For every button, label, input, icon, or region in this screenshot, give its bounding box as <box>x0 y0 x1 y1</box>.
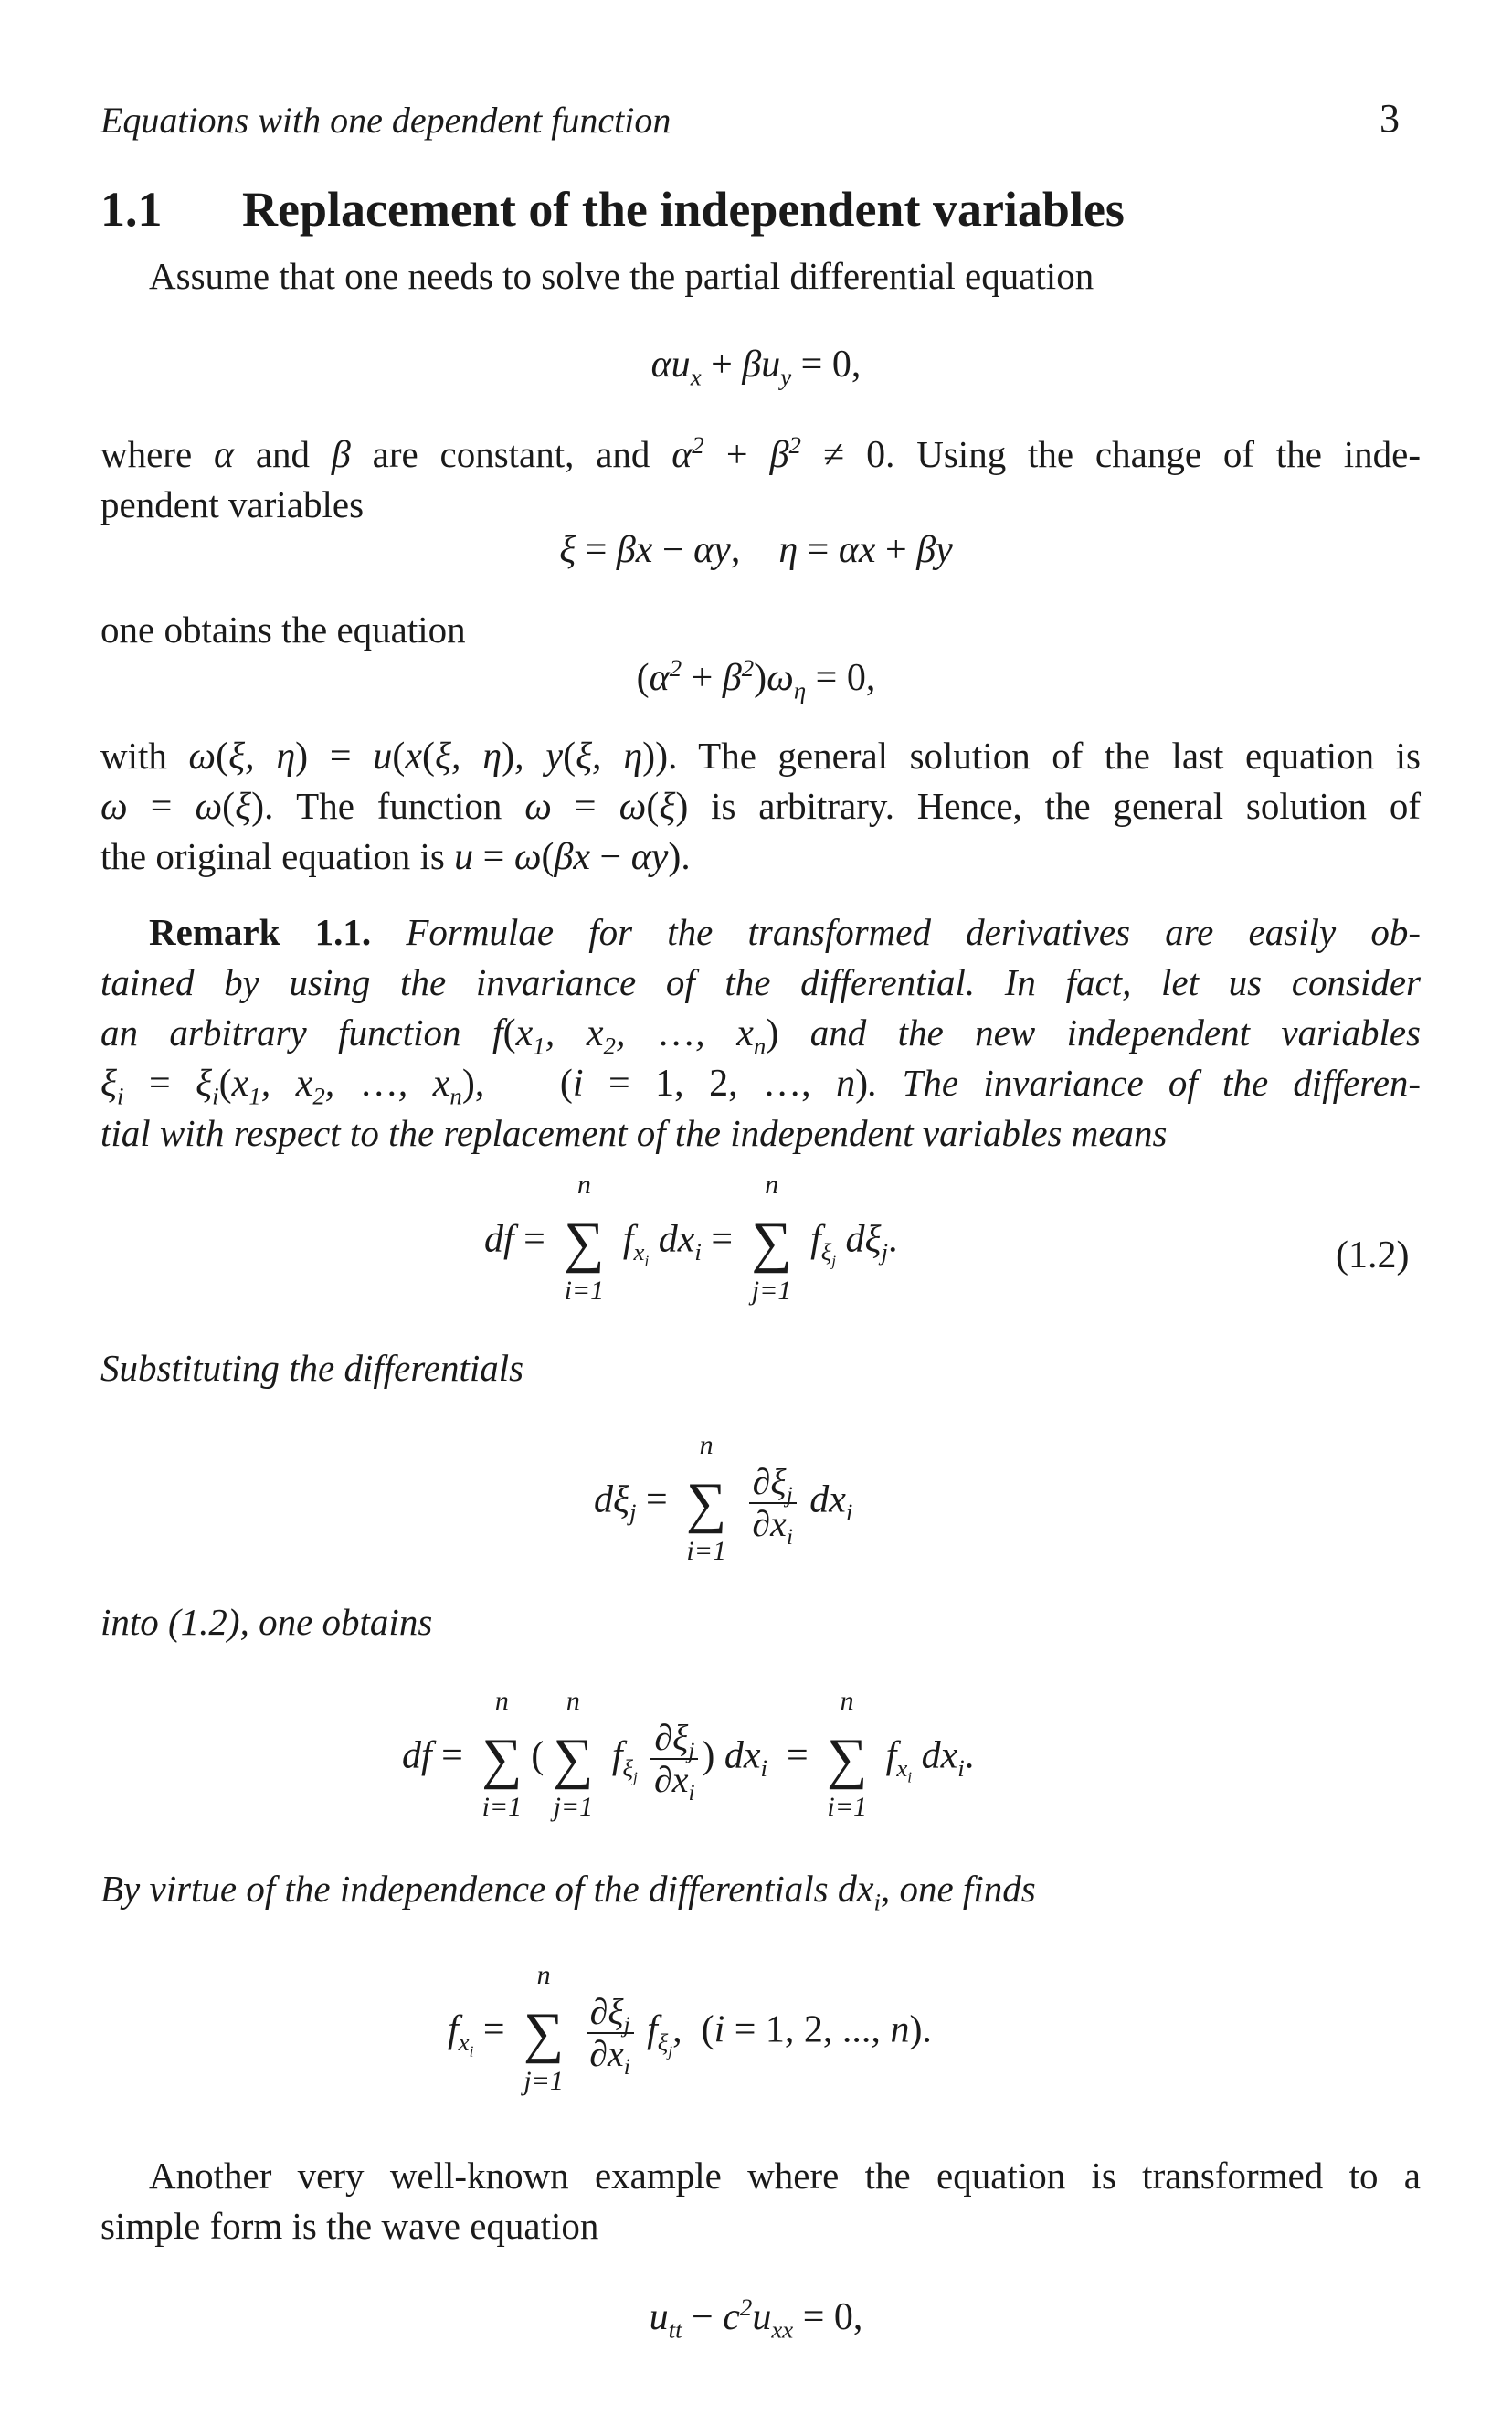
remark-line-4: $\xi_i = \xi_i(x_1$, $x_2$, …, $x_n$), (i = 1, 2, …, n). The invariance of the differen- <box>100 1062 1422 1110</box>
equation-change-of-variables: ξ = βx − αy, η = αx + βy <box>559 529 953 571</box>
equation-transport: $\alpha u_x + \beta u_y = 0$, <box>650 344 862 391</box>
paragraph-another-2: simple form is the wave equation <box>100 2205 599 2247</box>
equation-transformed: $(\alpha^2 + \beta^2)\omega_\eta = 0$, <box>636 654 876 704</box>
remark-line-3: an arbitrary function $f(x_1$, $x_2$, …, $x_n$) and the new independent variables <box>100 1011 1421 1060</box>
paragraph-by-virtue: By virtue of the independence of the differentials $dx_i$, one finds <box>100 1868 1036 1916</box>
remark-line-1: Remark 1.1. Formulae for the transformed derivatives are easily ob- <box>149 911 1422 953</box>
equation-df-expanded: df = n ∑ i=1 ( n ∑ j=1 $f_{\xi_j}$ $\frac{\partial\xi_j}{\partial x_i}$ ) $dx_i$ = n ∑ i=1 $f_{x_i}$ $dx_i$. <box>402 1686 975 1822</box>
paragraph-another-1: Another very well-known example where the equation is transformed to a <box>149 2155 1421 2197</box>
paragraph-with-omega-2: ω = ω(ξ). The function ω = ω(ξ) is arbitrary. Hence, the general solution of <box>100 785 1422 828</box>
remark-line-5: tial with respect to the replacement of the independent variables means <box>100 1112 1168 1154</box>
equation-label-1-2: (1.2) <box>1336 1234 1410 1276</box>
paragraph-intro: Assume that one needs to solve the partial differential equation <box>149 255 1094 297</box>
equation-wave: $u_{tt} - c^2u_{xx} = 0$, <box>649 2293 863 2344</box>
section-title: Replacement of the independent variables <box>242 182 1125 237</box>
paragraph-into: into (1.2), one obtains <box>100 1601 433 1643</box>
paragraph-where-line2: pendent variables <box>100 483 365 525</box>
section-heading <box>100 181 1125 238</box>
section-number: 1.1 <box>100 182 163 237</box>
equation-fx: $f_{x_i}$ = n ∑ j=1 $\frac{\partial\xi_j}{\partial x_i}$ $f_{\xi_j}$, (i = 1, 2, ..., n). <box>448 1960 932 2096</box>
remark-label: Remark <box>149 911 280 953</box>
equation-dxi: $d\xi_j$ = n ∑ i=1 $\frac{\partial\xi_j}{\partial x_i}$ $dx_i$ <box>594 1430 853 1566</box>
paragraph-substituting: Substituting the differentials <box>100 1347 524 1389</box>
paragraph-with-omega-1: with ω(ξ, η) = u(x(ξ, η), y(ξ, η)). The general solution of the last equation is <box>100 735 1421 778</box>
paragraph-where: where α and β are constant, and $\alpha^2 + \beta^2 \ne 0$. Using the change of the inde- <box>100 431 1421 476</box>
remark-line-2: tained by using the invariance of the differential. In fact, let us consider <box>100 961 1421 1003</box>
paragraph-obtains: one obtains the equation <box>100 609 466 651</box>
running-header: Equations with one dependent function <box>100 100 671 141</box>
paragraph-with-omega-3: the original equation is u = ω(βx − αy). <box>100 835 691 878</box>
page-number: 3 <box>1380 96 1400 141</box>
equation-1-2: df = n ∑ i=1 $f_{x_i}$ $dx_i$ = n ∑ j=1 $f_{\xi_j}$ $d\xi_j$. <box>484 1170 898 1306</box>
